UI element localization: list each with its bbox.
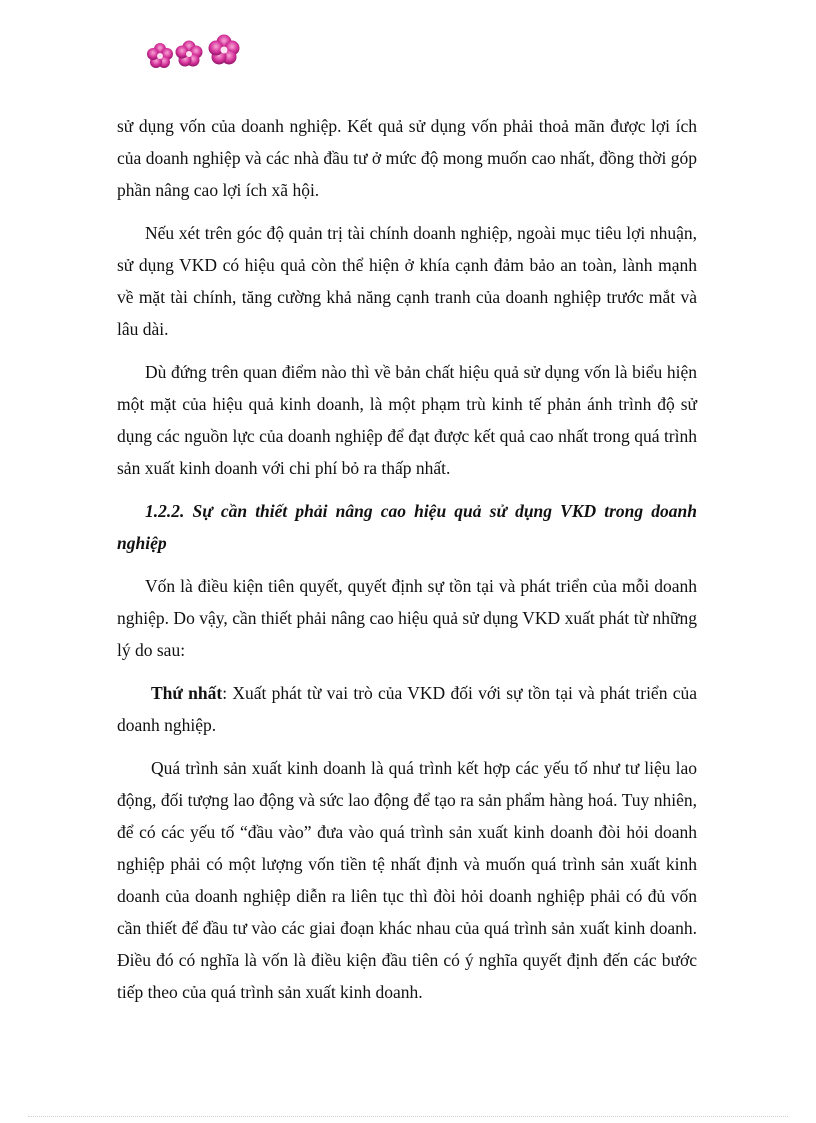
- paragraph-3: Dù đứng trên quan điểm nào thì về bản chất hiệu quả sử dụng vốn là biểu hiện một mặt của hiệu quả kinh doanh, là một phạm trù kinh tế phản ánh trình độ sử dụng các nguồn lực của doanh nghiệp để đạt được kết quả cao nhất trong quá trình sản xuất kinh doanh với chi phí bỏ ra thấp nhất.: [117, 362, 697, 478]
- page-bottom-divider: [28, 1116, 788, 1117]
- paragraph-2: Nếu xét trên góc độ quản trị tài chính doanh nghiệp, ngoài mục tiêu lợi nhuận, sử dụng VKD có hiệu quả còn thể hiện ở khía cạnh đảm bảo an toàn, lành mạnh về mặt tài chính, tăng cường khả năng cạnh tranh của doanh nghiệp trước mắt và lâu dài.: [117, 223, 697, 339]
- flower-icon: [147, 43, 173, 68]
- paragraph-6: Quá trình sản xuất kinh doanh là quá trình kết hợp các yếu tố như tư liệu lao động, đối tượng lao động và sức lao động để tạo ra sản phẩm hàng hoá. Tuy nhiên, để có các yếu tố “đầu vào” đưa vào quá trình sản xuất kinh doanh đòi hỏi doanh nghiệp phải có một lượng vốn tiền tệ nhất định và muốn quá trình sản xuất kinh doanh của doanh nghiệp diễn ra liên tục thì đòi hỏi doanh nghiệp phải có đủ vốn cần thiết để đầu tư vào các giai đoạn khác nhau của quá trình sản xuất kinh doanh. Điều đó có nghĩa là vốn là điều kiện đầu tiên có ý nghĩa quyết định đến các bước tiếp theo của quá trình sản xuất kinh doanh.: [117, 758, 697, 1002]
- paragraph-5-text: : Xuất phát từ vai trò của VKD đối với sự tồn tại và phát triển của doanh nghiệp.: [117, 683, 698, 735]
- flower-icon: [176, 41, 203, 67]
- paragraph-1: sử dụng vốn của doanh nghiệp. Kết quả sử dụng vốn phải thoả mãn được lợi ích của doanh nghiệp và các nhà đầu tư ở mức độ mong muốn cao nhất, đồng thời góp phần nâng cao lợi ích xã hội.: [117, 116, 697, 200]
- pink-flowers-icon: [144, 32, 248, 72]
- flower-icon: [209, 35, 240, 65]
- paragraph-4: Vốn là điều kiện tiên quyết, quyết định sự tồn tại và phát triển của mỗi doanh nghiệp. Do vậy, cần thiết phải nâng cao hiệu quả sử dụng VKD xuất phát từ những lý do sau:: [117, 576, 697, 660]
- paragraph-5: [117, 677, 697, 741]
- section-heading: 1.2.2. Sự cần thiết phải nâng cao hiệu quả sử dụng VKD trong doanh nghiệp: [117, 501, 697, 553]
- document-body: [117, 110, 697, 1019]
- paragraph-5-label: Thứ nhất: [151, 683, 223, 703]
